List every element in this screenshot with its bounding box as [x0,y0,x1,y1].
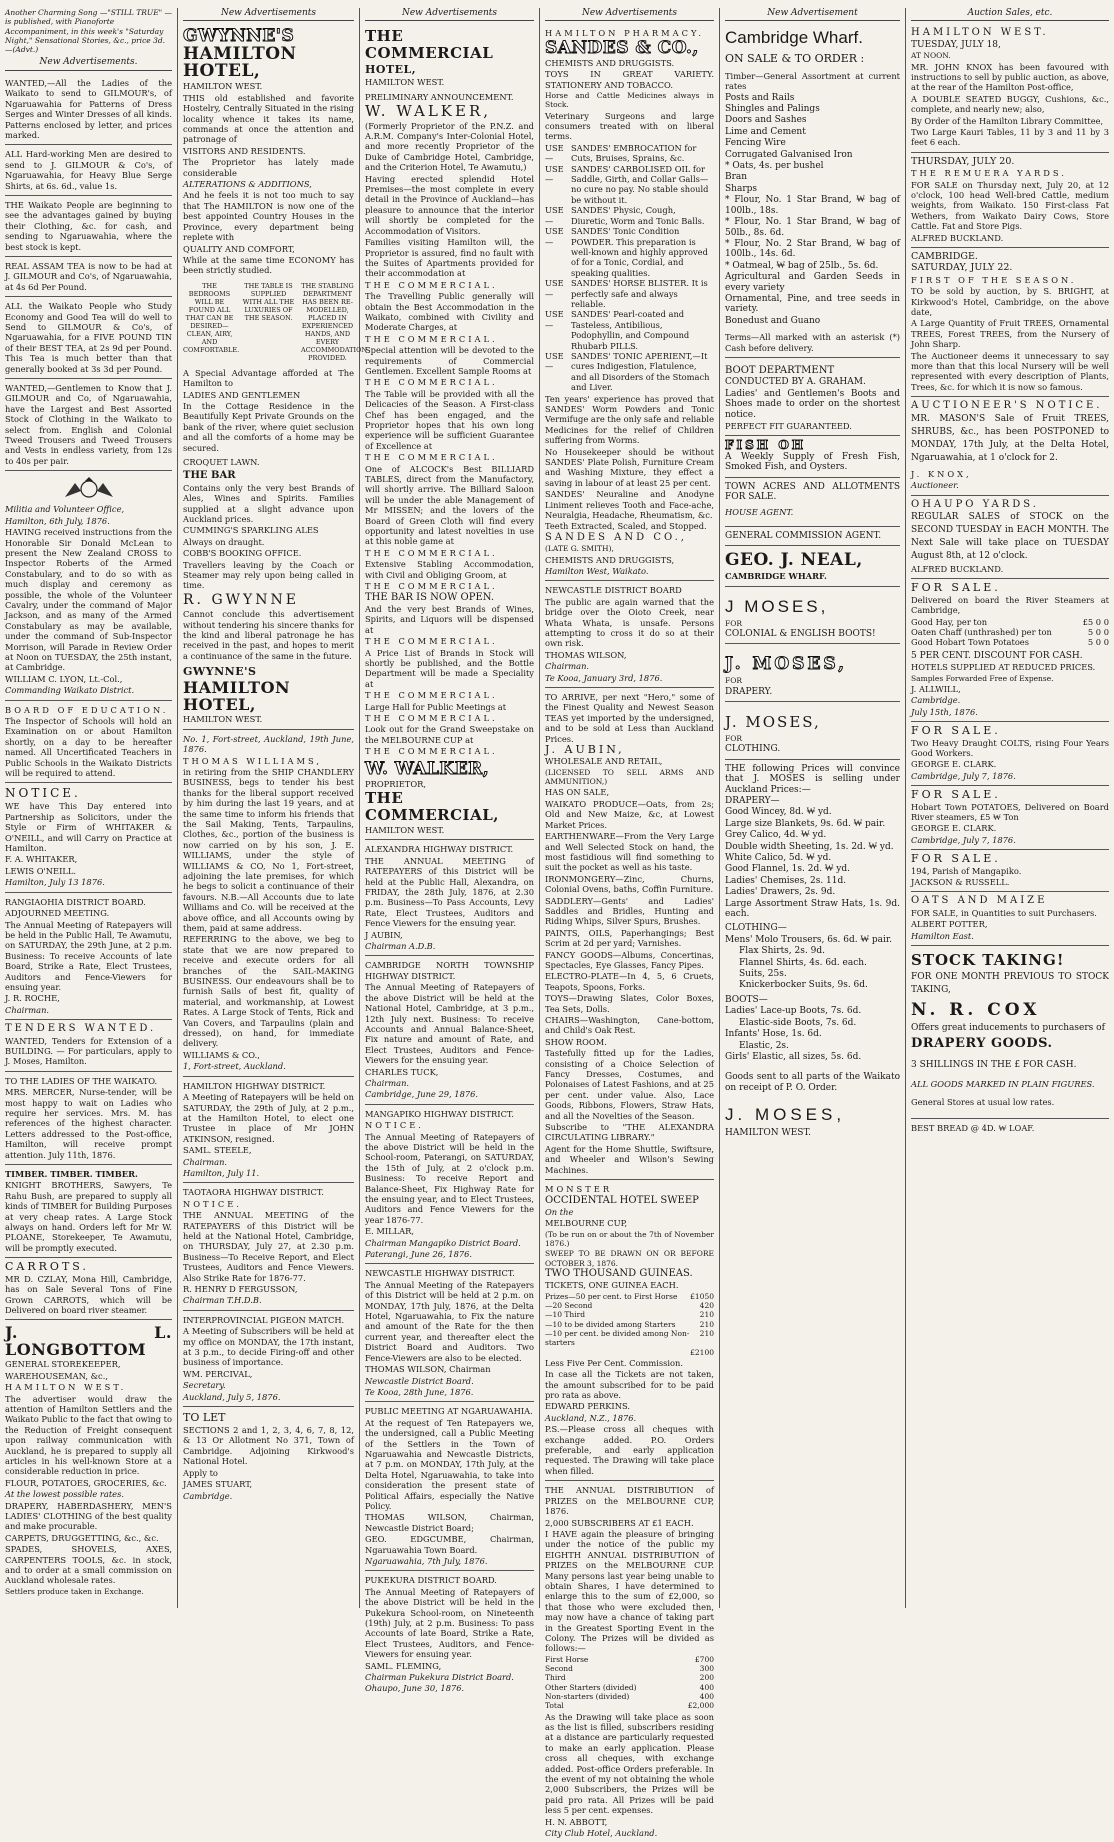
column-4 [540,8,720,1839]
column-header: New Advertisement [725,8,900,21]
use-item: USE— SANDES' CARBOLISED OIL for Saddle, Girth, and Collar Galls—no cure no pay. No stable should be without it. [545,163,709,205]
gilmour-ad-3: THE Waikato People are beginning to see the advantages gained by buying their Clothing, &c. for cash, and sending to Ngaruawahia, where the best stock is kept. [5,196,172,257]
prize-row: First Horse £700 [545,1654,714,1664]
auctioneer-notice: AUCTIONEER'S NOTICE. MR. MASON'S Sale of Fruit TREES, SHRUBS, &c., has been POSTPONED to MONDAY, 17th July, at the Delta Hotel, Ngaruawahia, at 1 o'clock for 2. J. KNOX, Auctioneer. [911,397,1109,495]
prize-row: Non-starters (divided) 400 [545,1691,714,1701]
abbott-distribution: THE ANNUAL DISTRIBUTION of PRIZES on the MELBOURNE CUP, 1876. 2,000 SUBSCRIBERS AT £1 EACH. I HAVE again the pleasure of bringing under the notice of the public my EIGHTH ANNUAL DISTRIBUTION of PRIZES on the MELBOURNE CUP. Many persons last year being unable to obtain Shares, I have determined to enlarge this to the sum of £2,000, so that those who were excluded then, may now have a chance of taking part in the Greatest Sporting Event in the Colony. The Prizes will be divided as follows:— First Horse £700 Second 300 Third 200 Other Starters (divided) 400 Non-starters (divided) 400 Total £2,000 As the Drawing will take place as soon as the list is filled, subscribers residing at a distance are particularly requested to make an early application. Please cross all cheques, with exchange added. Post-office Orders preferable. In the event of my not obtaining the whole 2,000 Subscribers, the Prizes will be paid pro rata. All Prizes will be paid less 5 per cent. expenses. H. N. ABBOTT, City Club Hotel, Auckland. [545,1485,714,1839]
gilmour-ad-5: ALL the Waikato People who Study Economy and Good Tea will do well to Send to GILMOUR & Co's, of Ngaruawahia, for a FIVE POUND TIN of their BEST TEA, at 2s 9d per Pound. This Tea is much better than that generally booked at 3s 3d per Pound. [5,297,172,379]
prize-row: —10 to be divided among Starters 210 [545,1319,714,1329]
cambridge-wharf-ad: Cambridge Wharf. ON SALE & TO ORDER : Timber—General Assortment at current rates Posts and Rails Shingles and Palings Doors and Sashes Lime and Cement Fencing Wire Corrugated Galvanised Iron * Oats, 4s. per bushel Bran Sharps * Flour, No. 1 Star Brand, ₩ bag of 100lb., 18s. * Flour, No. 1 Star Brand, ₩ bag of 50lb., 8s. 6d. * Flour, No. 2 Star Brand, ₩ bag of 100lb., 14s. 6d. * Oatmeal, ₩ bag of 25lb., 5s. 6d. Agricultural and Garden Seeds in every variety Ornamental, Pine, and tree seeds in variety. Bonedust and Guano Terms—All marked with an asterisk (*) Cash before delivery. [725,24,900,358]
moses-boots: J MOSES, FOR COLONIAL & ENGLISH BOOTS! [725,587,900,645]
use-item: USE— SANDES' EMBROCATION for Cuts, Bruises, Sprains, &c. [545,142,697,164]
column-header: New Advertisements [183,8,354,21]
carrots-ad: CARROTS. MR D. CZLAY, Mona Hill, Cambridge, has on Sale Several Tons of Fine Grown CARROTS, which will be Delivered on board river steamer. [5,1258,172,1320]
price-row: Good Hobart Town Potatoes 5 0 0 [911,637,1109,648]
cambridge-north-highway: CAMBRIDGE NORTH TOWNSHIP HIGHWAY DISTRICT. The Annual Meeting of Ratepayers of the above District will be held at the National Hotel, Cambridge, at 3 p.m., 12th July next. Business: To receive Accounts and Annual Balance-Sheet, Fix nature and amount of Rate, and Elect Trustees, Auditors and Fence-Viewers for the ensuing year. CHARLES TUCK, Chairman. Cambridge, June 29, 1876. [365,956,534,1104]
column-6 [906,8,1114,1608]
gilmour-ad-2: ALL Hard-working Men are desired to send to J. GILMOUR & Co's, of Ngaruawahia, for Heavy Blue Serge Shirts, at 6s. 6d., value 1s. [5,145,172,196]
gwynnes-hotel-ad: GWYNNE'S HAMILTON HOTEL, HAMILTON WEST. THIS old established and favorite Hostelry, Centrally Situated in the rising locality whence it takes its name, commands at once the attention and patronage of VISITORS AND RESIDENTS. The Proprietor has lately made considerable ALTERATIONS & ADDITIONS, And he feels it is not too much to say that The HAMILTON is now one of the best appointed Country Houses in the Province, every department being replete with QUALITY AND COMFORT, While at the same time ECONOMY has been strictly studied. THE BEDROOMS WILL BE FOUND ALL THAT CAN BE DESIRED—CLEAN, AIRY, AND COMFORTABLE. THE TABLE IS SUPPLIED WITH ALL THE LUXURIES OF THE SEASON. THE STABLING DEPARTMENT HAS BEEN RE-MODELLED, PLACED IN EXPERIENCED HANDS, AND EVERY ACCOMMODATION PROVIDED. A Special Advantage afforded at The Hamilton to LADIES AND GENTLEMEN In the Cottage Residence in the Beautifully Kept Private Grounds on the bank of the river, where quiet seclusion and all the comforts of a home may be secured. CROQUET LAWN. THE BAR Contains only the very best Brands of Ales, Wines and Spirits. Families supplied at a slight advance upon Auckland prices. CUMMING'S SPARKLING ALES Always on draught. COBB'S BOOKING OFFICE. Travellers leaving by the Coach or Steamer may rely upon being called in time. R. GWYNNE Cannot conclude this advertisement without tendering his sincere thanks for the kind and liberal patronage he has received in the past, and hopes to merit a continuance of the same in the future. GWYNNE'S HAMILTON HOTEL, HAMILTON WEST. [183,24,354,729]
mangapiko-highway: MANGAPIKO HIGHWAY DISTRICT. NOTICE. The Annual Meeting of Ratepayers of the above District will be held in the School-room, Paterangi, on SATURDAY, the 15th of July, at 2 o'clock p.m. Business: To receive Report and Balance-Sheet, Fix Highway Rate for the ensuing year, and to Elect Trustees, Auditors and Fence Viewers for the year 1876-77. E. MILLAR, Chairman Mangapiko District Board. Paterangi, June 26, 1876. [365,1105,534,1265]
prize-row: —20 Second 420 [545,1301,714,1311]
pigeon-match: INTERPROVINCIAL PIGEON MATCH. A Meeting of Subscribers will be held at my office on MONDAY, the 17th instant, at 3 p.m., to decide Firing-off and other business of importance. WM. PERCIVAL, Secretary. Auckland, July 5, 1876. [183,1311,354,1407]
prize-total: Total £2,000 [545,1701,714,1711]
neal-ad: GEO. J. NEAL, CAMBRIDGE WHARF. [725,546,900,586]
for-sale-colts: FOR SALE. Two Heavy Draught COLTS, rising Four Years Good Workers. GEORGE E. CLARK. Cambridge, July 7, 1876. [911,722,1109,786]
for-sale-hay: FOR SALE. Delivered on board the River Steamers at Cambridge, Good Hay, per ton £5 0 0 Oaten Chaff (unthrashed) per ton 5 0 0 Good Hobart Town Potatoes 5 0 0 5 PER CENT. DISCOUNT FOR CASH. HOTELS SUPPLIED AT REDUCED PRICES. Samples Forwarded Free of Expense. J. ALLWILL, Cambridge. July 15th, 1876. [911,579,1109,722]
militia-notice: Militia and Volunteer Office, Hamilton, 6th July, 1876. HAVING received instructions from the Honorable Sir Donald McLean to present the New Zealand CROSS to Inspector Roberts of the Armed Constabulary, and to do so with as much display and ceremony as possible, the whole of the Volunteer Cavalry, under the command of Major Jackson, and as many of the Armed Constabulary as may be available, under the command of Sub-Inspector Morrison, will Parade in Review Order at Noon on TUESDAY, the 25th instant, at Cambridge. WILLIAM C. LYON, Lt.-Col., Commanding Waikato District. [5,471,172,700]
column-5 [720,8,906,1608]
rangiaohia-board: RANGIAOHIA DISTRICT BOARD. ADJOURNED MEETING. The Annual Meeting of Ratepayers will be held in the Public Hall, Te Awamutu, on SATURDAY, the 29th June, at 2 p.m. Business: To receive Accounts of late Board, Strike a Rate, Elect Trustees, Auditors and Fence-Viewers for ensuing year. J. R. ROCHE, Chairman. [5,893,172,1020]
ohaupo-yards: OHAUPO YARDS. REGULAR SALES of STOCK on the SECOND TUESDAY in EACH MONTH. The Next Sale will take place on TUESDAY August 8th, at 12 o'clock. ALFRED BUCKLAND. [911,496,1109,580]
oats-maize: OATS AND MAIZE FOR SALE, in Quantities to suit Purchasers. ALBERT POTTER, Hamilton East. [911,892,1109,946]
sandes-pharmacy-ad: HAMILTON PHARMACY. SANDES & CO., CHEMISTS AND DRUGGISTS. TOYS IN GREAT VARIETY. STATIONERY AND TOBACCO. Horse and Cattle Medicines always in Stock. Veterinary Surgeons and large consumers treated with on liberal terms. USE— SANDES' EMBROCATION for Cuts, Bruises, Sprains, &c. USE— SANDES' CARBOLISED OIL for Saddle, Girth, and Collar Galls—no cure no pay. No stable should be without it. USE— SANDES' Physic, Cough, Diuretic, Worm and Tonic Balls. USE— SANDES' Tonic Condition POWDER. This preparation is well-known and highly approved of for a Tonic, Cordial, and speaking qualities. USE— SANDES' HORSE BLISTER. It is perfectly safe and always reliable. USE— SANDES' Pearl-coated and Tasteless, Antibilious, Podophyllin, and Compound Rhubarb PILLS. USE— SANDES' TONIC APERIENT,—It cures Indigestion, Flatulence, and all Disorders of the Stomach and Liver. Ten years' experience has proved that SANDES' Worm Powders and Tonic Vermifuge are the only safe and reliable Medicines for the relief of Children suffering from Worms. No Housekeeper should be without SANDES' Plate Polish, Furniture Cream and Washing Mixture, they effect a saving in labour of at least 25 per cent. SANDES' Neuraline and Anodyne Liniment relieves Tooth and Face-ache, Neuralgia, Headache, Rheumatism, &c. Teeth Extracted, Scaled, and Stopped. SANDES AND CO., (LATE G. SMITH), CHEMISTS AND DRUGGISTS, Hamilton West, Waikato. [545,24,714,581]
timber-ad: TIMBER. TIMBER. TIMBER. KNIGHT BROTHERS, Sawyers, Te Rahu Bush, are prepared to supply all kinds of TIMBER for Building Purposes at very cheap rates. A Large Stock always on hand. Orders left for Mr W. PLOANE, Storekeeper, Te Awamutu, will be promptly executed. [5,1165,172,1258]
pukekura-board: PUKEKURA DISTRICT BOARD. The Annual Meeting of Ratepayers of the above District will be held in the Pukekura School-room, on Nineteenth (19th) July, at 2 p.m. Business: To pass Accounts of late Board, Strike a Rate, Elect Trustees, Auditors, and Fence-Viewers for ensuing year. SAML. FLEMING, Chairman Pukekura District Board. Ohaupo, June 30, 1876. [365,1575,534,1694]
table-feature: THE TABLE IS SUPPLIED WITH ALL THE LUXURIES OF THE SEASON. [242,281,295,322]
boot-department: BOOT DEPARTMENT CONDUCTED BY A. GRAHAM. Ladies' and Gentlemen's Boots and Shoes made to order on the shortest notice. PERFECT FIT GUARANTEED. [725,358,900,436]
public-meeting: PUBLIC MEETING AT NGARUAWAHIA. At the request of Ten Ratepayers we, the undersigned, call a Public Meeting of the Settlers in the Town of Ngaruawahia and Newcastle Districts, at 7 p.m. on MONDAY, 17th July, at the Delta Hotel, Ngaruawahia, to take into consideration the present state of Political Affairs, especially the Native Policy. THOMAS WILSON, Chairman, Newcastle District Board; GEO. EDGCUMBE, Chairman, Ngaruawahia Town Board. Ngaruawahia, 7th July, 1876. [365,1402,534,1571]
fish-ad: FISH OH A Weekly Supply of Fresh Fish, Smoked Fish, and Oysters. [725,436,900,477]
use-item: USE— SANDES' Tonic Condition POWDER. This preparation is well-known and highly approved of for a Tonic, Cordial, and speaking qualities. [545,226,708,278]
column-header: New Advertisements [545,8,714,21]
longbottom-ad: J. L. LONGBOTTOM GENERAL STOREKEEPER, WAREHOUSEMAN, &c., HAMILTON WEST. The advertiser would draw the attention of Hamilton Settlers and the Waikato Public to the fact that owing to the Reduction of Freight consequent upon railway communication with Auckland, he is prepared to supply all articles in his well-known Store at a considerable reduction in price. FLOUR, POTATOES, GROCERIES, &c. At the lowest possible rates. DRAPERY, HABERDASHERY, MEN'S LADIES' CLOTHING of the best quality and make procurable. CARPETS, DRUGGETTING, &c., &c. SPADES, SHOVELS, AXES, CARPENTERS TOOLS, &c. in stock, and to order at a small commission on Auckland wholesale rates. Settlers produce taken in Exchange. [5,1323,172,1596]
aubin-ad: TO ARRIVE, per next "Hero," some of the Finest Quality and Newest Season TEAS yet imported by the undersigned, and to be sold at Less than Auckland Prices. J. AUBIN, WHOLESALE AND RETAIL, (LICENSED TO SELL ARMS AND AMMUNITION,) HAS ON SALE, WAIKATO PRODUCE—Oats, from 2s; Old and New Maize, &c, at Lowest Market Prices. EARTHENWARE—From the Very Large and Well Selected Stock on hand, the most fastidious will find something to suit the pocket as well as his taste. IRONMONGERY—Zinc, Churns, Colonial Ovens, baths, Coffin Furniture. SADDLERY—Gents' and Ladies' Saddles and Bridles, Hunting and Riding Whips, Silver Spurs, Brushes. PAINTS, OILS, Paperhangings; Best Scrim at 2d per yard; Varnishes. FANCY GOODS—Albums, Concertinas, Spectacles, Eye Glasses, Fancy Pipes. ELECTRO-PLATE—In 4, 5, 6 Cruets, Teapots, Spoons, Forks. TOYS—Drawing Slates, Color Boxes, Tea Sets, Dolls. CHAIRS—Washington, Cane-bottom, and Child's Oak Rest. SHOW ROOM. Tastefully fitted up for the Ladies, consisting of a Choice Selection of Fancy Dresses, Costumes, and Polonaises of Latest Fashions, and at 25 per cent. under value. Also, Lace Goods, Ribbons, Flowers, Straw Hats, and all the Novelties of the Season. Subscribe to "THE ALEXANDRA CIRCULATING LIBRARY." Agent for the Home Shuttle, Swiftsure, and Wheeler and Wilson's Sewing Machines. [545,688,714,1180]
prize-total: £2100 [690,1347,714,1357]
song-notice: Another Charming Song —"STILL TRUE" —is published, with Pianoforte Accompaniment, in this week's "Saturday Night," Sensational Stories, &c., price 3d.—(Advt.) [5,8,173,55]
alexandra-highway: ALEXANDRA HIGHWAY DISTRICT. THE ANNUAL MEETING of RATEPAYERS of this District will be held at the Public Hall, Alexandra, on FRIDAY, the 28th July, 1876, at 2.30 p.m. Business—To Pass Accounts, Levy Rate, Elect Trustees, Auditors and Fence Viewers for the ensuing year. J AUBIN, Chairman A.D.B. [365,840,534,956]
remuera-yards: THURSDAY, JULY 20. THE REMUERA YARDS. FOR SALE on Thursday next, July 20, at 12 o'clock, 100 head Well-bred Cattle, medium weights, from Waikato. 150 First-class Fat Wethers, from Waikato Dairy Cows, Store Cattle. Fat and Store Pigs. ALFRED BUCKLAND. [911,153,1109,248]
price-row: Good Hay, per ton £5 0 0 [911,616,1109,627]
column-header: New Advertisements [365,8,534,21]
gilmour-ad-1: WANTED,—All the Ladies of the Waikato to send to GILMOUR's, of Ngaruawahia for Patterns of Dress Serges and Winter Dresses of all kinds. Patterns enclosed by letter, and prices marked. [5,74,172,145]
moses-prices: THE following Prices will convince that J. MOSES is selling under Auckland Prices:— DRAPERY— Good Wincey, 8d. ₩ yd. Large size Blankets, 9s. 6d. ₩ pair. Grey Calico, 4d. ₩ yd. Double width Sheeting, 1s. 2d. ₩ yd. White Calico, 5d. ₩ yd. Good Flannel, 1s. 2d. ₩ yd. Ladies' Chemises, 2s. 11d. Ladies' Drawers, 2s. 9d. Large Assortment Straw Hats, 1s. 9d. each. CLOTHING— Mens' Molo Trousers, 6s. 6d. ₩ pair. Flax Shirts, 2s. 9d. Flannel Shirts, 4s. 6d. each. Suits, 25s. Knickerbocker Suits, 9s. 6d. BOOTS— Ladies' Lace-up Boots, 7s. 6d. Elastic-side Boots, 7s. 6d. Infants' Hose, 1s. 6d. Elastic, 2s. Girls' Elastic, all sizes, 5s. 6d. Goods sent to all parts of the Waikato on receipt of P. O. Order. J. MOSES, HAMILTON WEST. [725,763,900,1139]
use-item: USE— SANDES' TONIC APERIENT,—It cures Indigestion, Flatulence, and all Disorders of the Stomach and Liver. [545,350,710,393]
use-item: USE— SANDES' Physic, Cough, Diuretic, Worm and Tonic Balls. [545,205,705,226]
moses-clothing: J. MOSES, FOR CLOTHING. [725,702,900,760]
for-sale-land: FOR SALE. 194, Parish of Mangapiko. JACKSON & RUSSELL. [911,850,1109,892]
stabling-feature: THE STABLING DEPARTMENT HAS BEEN RE-MODELLED, PLACED IN EXPERIENCED HANDS, AND EVERY ACCOMMODATION PROVIDED. [301,281,368,362]
use-item: USE— SANDES' Pearl-coated and Tasteless, Antibilious, Podophyllin, and Compound Rhubarb PILLS. [545,309,690,351]
board-of-education: BOARD OF EDUCATION. The Inspector of Schools will hold an Examination on or about Hamilton shortly, on a day to be hereafter named. All Uncertificated Teachers in Public Schools in the Waikato Districts will be required to attend. [5,701,172,784]
knox-auction: HAMILTON WEST. TUESDAY, JULY 18, AT NOON. MR. JOHN KNOX has been favoured with instructions to sell by public auction, as above, at the rear of the Hamilton Post-office, A DOUBLE SEATED BUGGY, Cushions, &c., complete, and nearly new; also, By Order of the Hamilton Library Committee, Two Large Kauri Tables, 11 by 3 and 11 by 3 feet 6 each. [911,24,1109,152]
williams-notice: No. 1, Fort-street, Auckland, 19th June, 1876. THOMAS WILLIAMS, in retiring from the SHIP CHANDLERY BUSINESS, begs to tender his best thanks for the liberal support received by him during the last 19 years, and at the same time to inform his friends that the Sail Making, Tents, Tarpaulins, Clothes, &c., portion of the business is now carried on by his son, J. E. WILLIAMS, under the style of WILLIAMS & CO, No 1, Fort-street, adjoining the late premises, for which he begs to solicit a continuance of their favours. N.B.—All Accounts due to late Williams and Co. will be received at the above office, and all Accounts owing by them, paid at same address. REFERRING to the above, we beg to state that we are now prepared to receive and execute orders for all branches of the SAIL-MAKING BUSINESS. Our endeavours shall be to furnish Sails of best fit, quality of material, and workmanship, at Lowest Rates. A Large Stock of Tents, Rick and Van Covers, and Tarpaulins (plain and dressed), on hand, for immediate delivery. WILLIAMS & CO., 1, Fort-street, Auckland. [183,730,354,1077]
occidental-sweep: MONSTER OCCIDENTAL HOTEL SWEEP On the MELBOURNE CUP, (To be run on or about the 7th of November 1876.) SWEEP TO BE DRAWN ON OR BEFORE OCTOBER 3, 1876. TWO THOUSAND GUINEAS. TICKETS, ONE GUINEA EACH. Prizes—50 per cent. to First Horse £1050 —20 Second 420 —10 Third 210 —10 to be divided among Starters 210 —10 per cent. be divided among Non-starters 210 £2100 Less Five Per Cent. Commission. In case all the Tickets are not taken, the amount subscribed for to be paid pro rata as above. EDWARD PERKINS. Auckland, N.Z., 1876. P.S.—Please cross all cheques with exchange added. P.O. Orders preferable, and early application requested. The Drawing will take place when filled. [545,1180,714,1481]
hamilton-highway: HAMILTON HIGHWAY DISTRICT. A Meeting of Ratepayers will be held on SATURDAY, the 29th of July, at 2 p.m., at the Hamilton Hotel, to elect one Trustee in place of Mr JOHN ATKINSON, resigned. SAML. STEELE, Chairman. Hamilton, July 11. [183,1077,354,1184]
bedrooms-feature: THE BEDROOMS WILL BE FOUND ALL THAT CAN BE DESIRED—CLEAN, AIRY, AND COMFORTABLE. [183,281,240,354]
use-item: USE— SANDES' HORSE BLISTER. It is perfectly safe and always reliable. [545,278,708,309]
column-3 [360,8,540,1694]
newcastle-board: NEWCASTLE DISTRICT BOARD The public are again warned that the bridge over the Oioto Creek, near Whata Whata, is unsafe. Persons attempting to cross it do so at their own risk. THOMAS WILSON, Chairman. Te Kooa, January 3rd, 1876. [545,581,714,688]
cox-stock-taking: STOCK TAKING! FOR ONE MONTH PREVIOUS TO STOCK TAKING, N. R. COX Offers great inducements to purchasers of DRAPERY GOODS. 3 SHILLINGS IN THE £ FOR CASH. ALL GOODS MARKED IN PLAIN FIGURES. General Stores at usual low rates. BEST BREAD @ 4D. ₩ LOAF. [911,951,1109,1133]
bright-auction: CAMBRIDGE. SATURDAY, JULY 22. FIRST OF THE SEASON. TO be sold by auction, by S. BRIGHT, at Kirkwood's Hotel, Cambridge, on the above date, A Large Quantity of Fruit TREES, Ornamental TREES, Forest TREES, from the Nursery of John Sharp. The Auctioneer deems it unnecessary to say more than that this local Nursery will be well represented with every description of Plants, Trees, &c. for which it is now so famous. [911,248,1109,397]
column-2 [178,8,368,1608]
hotel-features [183,281,368,362]
partnership-notice: NOTICE. WE have This Day entered into Partnership as Solicitors, under the Style or Firm of WHITAKER & O'NEILL, and will Carry on Practice at Hamilton. F. A. WHITAKER, LEWIS O'NEILL. Hamilton, July 13 1876. [5,783,172,892]
column-header: New Advertisements. [5,57,172,70]
royal-crest-icon [5,477,172,501]
to-let-ad: TO LET SECTIONS 2 and 1, 2, 3, 4, 6, 7, 8, 12, & 13 Or Allotment No 371, Town of Cambridge. Adjoining Kirkwood's National Hotel. Apply to JAMES STUART, Cambridge. [183,1411,354,1501]
prize-row: —10 Third 210 [545,1310,714,1320]
prize-row: Other Starters (divided) 400 [545,1682,714,1692]
newcastle-highway: NEWCASTLE HIGHWAY DISTRICT. The Annual Meeting of the Ratepayers of this District will be held at 2 p.m. on MONDAY, 17th July, 1876, at the Delta Hotel, Ngaruawahia, to Fix the nature and amount of the Rate for the then current year, and thereafter elect the District Board and Auditors. Two Fence-Viewers are also to be elected. THOMAS WILSON, Chairman Newcastle District Board. Te Kooa, 28th June, 1876. [365,1264,534,1402]
prize-row: Third 200 [545,1673,714,1683]
prize-row: Prizes—50 per cent. to First Horse £1050 [545,1291,714,1301]
taotaora-highway: TAOTAORA HIGHWAY DISTRICT. NOTICE. THE ANNUAL MEETING of the RATEPAYERS of this District will be held at the National Hotel, Cambridge, on THURSDAY, July 27, at 2.30 p.m. Business—To Receive Report, and Elect Trustees, Auditors and Fence Viewers. Also Strike Rate for 1876-77. R. HENRY D FERGUSSON, Chairman T.H.D.B. [183,1183,354,1310]
moses-drapery: J. MOSES, FOR DRAPERY. [725,644,900,702]
tenders-wanted: TENDERS WANTED. WANTED, Tenders for Extension of a BUILDING. — For particulars, apply to J. Moses, Hamilton. [5,1020,172,1072]
column-header: Auction Sales, etc. [911,8,1109,21]
prize-row: —10 per cent. be divided among Non-starters 210 [545,1328,714,1348]
column-1 [0,8,178,1608]
prize-row: Second 300 [545,1664,714,1674]
gilmour-ad-6: WANTED,—Gentlemen to Know that J. GILMOUR and Co, of Ngaruawahia, have the Largest and Best Assorted Stock of Clothing in the Waikato to select from. English and Colonial Tweed Trousers and Tweed Trousers and Vests in endless variety, from 12s to 40s per pair. [5,379,172,471]
town-acres: TOWN ACRES AND ALLOTMENTS FOR SALE. HOUSE AGENT. [725,478,900,527]
price-row: Oaten Chaff (unthrashed) per ton 5 0 0 [911,626,1109,637]
ladies-nurse: TO THE LADIES OF THE WAIKATO. MRS. MERCER, Nurse-tender, will be most happy to wait on Ladies who require her services. Mrs. M. has references of the highest character. Letters addressed to the Post-office, Hamilton, will receive prompt attention. July 11th, 1876. [5,1072,172,1165]
gilmour-ad-4: REAL ASSAM TEA is now to be had at J. GILMOUR and Co's, of Ngaruawahia, at 4s 6d Per Pound. [5,257,172,297]
commission-agent: GENERAL COMMISSION AGENT. [725,527,900,546]
for-sale-potatoes: FOR SALE. Hobart Town POTATOES, Delivered on Board River steamers, £5 ₩ Ton GEORGE E. CLARK. Cambridge, July 7, 1876. [911,786,1109,850]
commercial-hotel-ad: THE COMMERCIAL HOTEL, HAMILTON WEST. PRELIMINARY ANNOUNCEMENT. W. WALKER, (Formerly Proprietor of the P.N.Z. and A.R.M. Company's Inter-Colonial Hotel, and more recently Proprietor of the Duke of Cambridge Hotel, Cambridge, and the Criterion Hotel, Te Awamutu,) Having erected splendid Hotel Premises—the most complete in every detail in the Province of Auckland—has pleasure to announce that the interior will shortly be completed for the Accommodation of Visitors. Families visiting Hamilton will, the Proprietor is assured, find no fault with the Suites of Apartments provided for their accommodation at THE COMMERCIAL. The Travelling Public generally will obtain the Best Accommodation in the Waikato, combined with Civility and Moderate Charges, at THE COMMERCIAL. Special attention will be devoted to the requirements of Commercial Gentlemen. Excellent Sample Rooms at THE COMMERCIAL. The Table will be provided with all the Delicacies of the Season. A First-class Chef has been engaged, and the Proprietor hopes that his own long experience will be sufficient Guarantee of Excellence at THE COMMERCIAL. One of ALCOCK's Best BILLIARD TABLES, direct from the Manufactory, will shortly arrive. The Billiard Saloon will be under the able Management of Mr MISSEN; and the lovers of the Board of Green Cloth will find every opportunity and latest novelties in use at this noble game at THE COMMERCIAL. Extensive Stabling Accommodation, with Civil and Obliging Groom, at THE COMMERCIAL. THE BAR IS NOW OPEN. And the very best Brands of Wines, Spirits, and Liquors will be dispensed at THE COMMERCIAL. A Price List of Brands in Stock will shortly be published, and the Bottle Department will be made a Speciality at THE COMMERCIAL. Large Hall for Public Meetings at THE COMMERCIAL. Look out for the Grand Sweepstake on the MELBOURNE CUP at THE COMMERCIAL. W. WALKER, PROPRIETOR, THE COMMERCIAL, HAMILTON WEST. [365,24,534,840]
